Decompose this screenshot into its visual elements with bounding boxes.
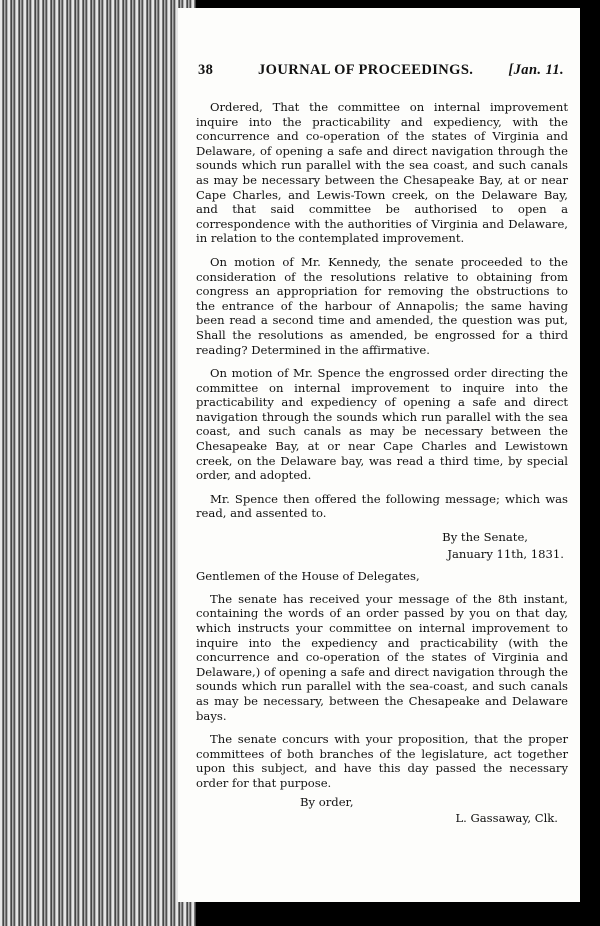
message-by-line: By the Senate, — [442, 530, 528, 545]
paragraph-spence-message: Mr. Spence then offered the following message; which was read, and assented to. — [196, 491, 568, 521]
body-text — [196, 100, 568, 825]
message-paragraph: The senate has received your message of the 8th instant, containing the words of an order passed by you on that day, which instructs your committee on internal improvement to inquire into the expediency and practicability (with the concurrence and co-operation of the states of Virginia and Delaware,) of opening a safe and direct navigation through the sounds which run parallel with the sea-coast, and such canals as may be necessary, between the Chesapeake and Delaware bays. — [196, 591, 568, 723]
journal-title: JOURNAL OF PROCEEDINGS. — [258, 62, 474, 78]
page-edge — [580, 0, 600, 926]
message-salutation: Gentlemen of the House of Delegates, — [196, 569, 420, 584]
message-paragraph: The senate concurs with your proposition, that the proper committees of both branches of the legislature, act together upon this subject, and have this day passed the necessary order for that purpose. — [196, 732, 568, 790]
closing-line: By order, — [300, 794, 354, 809]
signature-block — [196, 794, 568, 825]
message-date: January 11th, 1831. — [447, 546, 564, 561]
clerk-signature: L. Gassaway, Clk. — [455, 810, 558, 825]
page-number: 38 — [198, 62, 214, 78]
book-gutter — [0, 0, 196, 926]
document-page — [178, 8, 592, 902]
header-date: [Jan. 11. — [508, 62, 564, 78]
paragraph-ordered: Ordered, That the committee on internal improvement inquire into the practicability and expediency, with the concurrence and co-operation of the states of Virginia and Delaware, of opening a safe and direct navigation through the sounds which run parallel with the sea coast, and such canals as may be necessary between the Chesapeake Bay, at or near Cape Charles, and Lewis-Town creek, on the Delaware Bay, and that said committee be authorised to open a correspondence with the authorities of Virginia and Delaware, in relation to the contemplated improvement. — [196, 100, 568, 246]
paragraph-kennedy-motion: On motion of Mr. Kennedy, the senate proceeded to the consideration of the resolutions relative to obtaining from congress an appropriation for removing the obstructions to the entrance of the harbour of Annapolis; the same having been read a second time and amended, the question was put, Shall the resolutions as amended, be engrossed for a third reading? Determined in the affirmative. — [196, 254, 568, 357]
paragraph-spence-motion: On motion of Mr. Spence the engrossed order directing the committee on internal improvement to inquire into the practicability and expediency of opening a safe and direct navigation through the sounds which run parallel with the sea coast, and such canals as may be necessary between the Chesapeake Bay, at or near Cape Charles and Lewistown creek, on the Delaware bay, was read a third time, by special order, and adopted. — [196, 366, 568, 483]
